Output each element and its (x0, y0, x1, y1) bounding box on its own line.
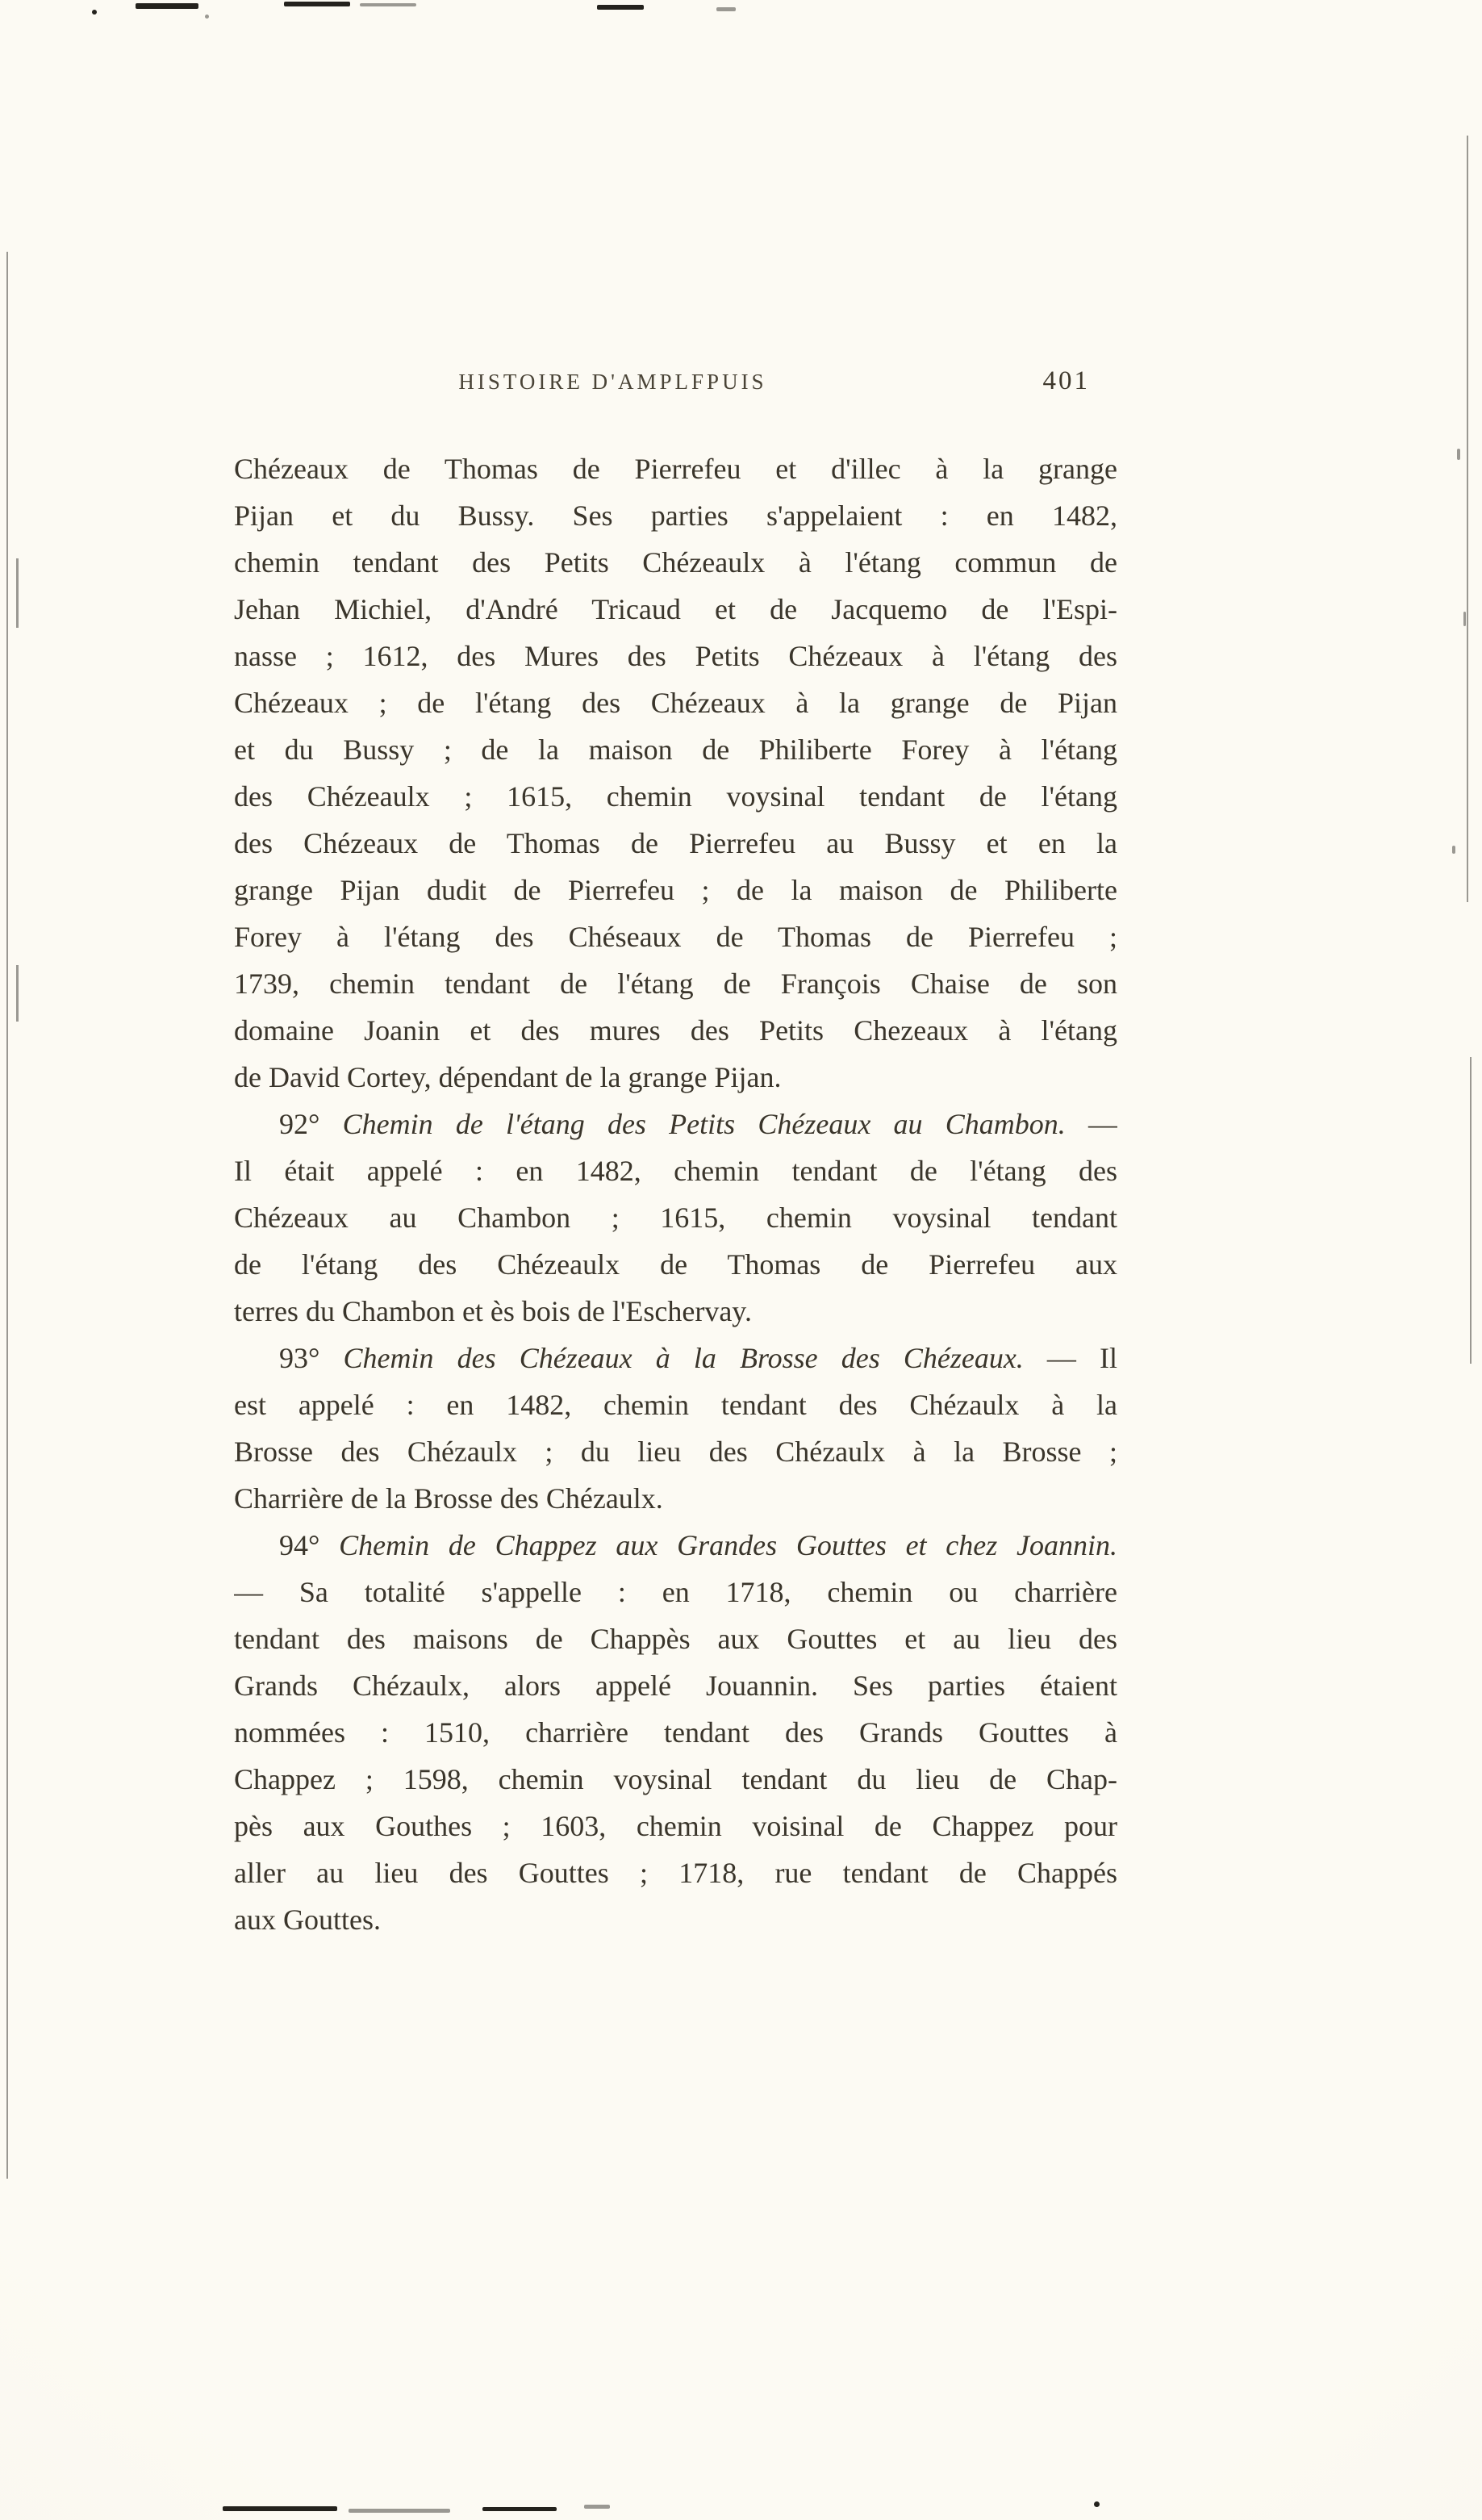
scan-artifact-left-edge-line (6, 252, 8, 2179)
text-line (234, 913, 1117, 960)
scan-artifact-top-dash (136, 3, 198, 9)
scan-artifact-right-tick (1457, 449, 1460, 460)
text-line (234, 1194, 1117, 1241)
text-line (234, 539, 1117, 586)
scan-artifact-top-dash (716, 7, 736, 11)
body-text: Charrière de la Brosse des Chézaulx. (234, 1482, 663, 1515)
scan-artifact-speck (205, 15, 209, 19)
scan-artifact-top-dash (284, 2, 350, 6)
body-text: Forey à l'étang des Chéseaux de Thomas de Pierrefeu ; (234, 921, 1117, 953)
road-name-italic: Chemin des Chézeaux à la Brosse des Chézeaux. (343, 1342, 1024, 1374)
body-text: 93° (279, 1342, 344, 1374)
body-text: Pijan et du Bussy. Ses parties s'appelaient : en 1482, (234, 499, 1117, 532)
body-text: Chappez ; 1598, chemin voysinal tendant du lieu de Chap- (234, 1763, 1117, 1795)
road-name-italic: Chemin de l'étang des Petits Chézeaux au Chambon. (342, 1108, 1066, 1140)
body-text: Il était appelé : en 1482, chemin tendant de l'étang des (234, 1155, 1117, 1187)
text-line (234, 1615, 1117, 1662)
paragraph-3 (234, 1335, 1117, 1522)
page-header (234, 366, 1117, 405)
body-text: de l'étang des Chézeaulx de Thomas de Pierrefeu aux (234, 1248, 1117, 1281)
body-text: pès aux Gouthes ; 1603, chemin voisinal de Chappez pour (234, 1810, 1117, 1842)
body-text: et du Bussy ; de la maison de Philiberte Forey à l'étang (234, 733, 1117, 766)
body-text: 94° (279, 1529, 340, 1561)
text-line (234, 492, 1117, 539)
body-text: Grands Chézaulx, alors appelé Jouannin. Ses parties étaient (234, 1670, 1117, 1702)
scan-artifact-speck (92, 10, 97, 15)
text-line (234, 679, 1117, 726)
text-line (234, 1475, 1117, 1522)
text-line (234, 867, 1117, 913)
scan-artifact-right-edge-line (1467, 136, 1468, 902)
body-text: 1739, chemin tendant de l'étang de François Chaise de son (234, 967, 1117, 1000)
paragraph-1 (234, 445, 1117, 1101)
body-text: aux Gouttes. (234, 1904, 381, 1936)
text-line (234, 726, 1117, 773)
text-line (234, 960, 1117, 1007)
body-text: 92° (279, 1108, 343, 1140)
body-text: tendant des maisons de Chappès aux Gouttes et au lieu des (234, 1623, 1117, 1655)
text-line (234, 1849, 1117, 1896)
scan-artifact-left-tick (16, 558, 19, 628)
body-text: Jehan Michiel, d'André Tricaud et de Jacquemo de l'Espi- (234, 593, 1117, 625)
text-line (234, 1101, 1117, 1147)
scan-artifact-top-dash (360, 3, 416, 6)
scan-artifact-left-tick (16, 965, 19, 1022)
paragraph-4 (234, 1522, 1117, 1943)
body-text: — Il (1023, 1342, 1117, 1374)
body-text: — (1065, 1108, 1117, 1140)
body-text: Chézeaux ; de l'étang des Chézeaux à la grange de Pijan (234, 687, 1117, 719)
body-text: Chézeaux au Chambon ; 1615, chemin voysinal tendant (234, 1201, 1117, 1234)
text-line (234, 633, 1117, 679)
text-line (234, 586, 1117, 633)
text-line (234, 773, 1117, 820)
text-line (234, 1709, 1117, 1756)
body-text: nommées : 1510, charrière tendant des Grands Gouttes à (234, 1716, 1117, 1749)
body-text: de David Cortey, dépendant de la grange Pijan. (234, 1061, 782, 1093)
text-line (234, 1241, 1117, 1288)
body-text: Brosse des Chézaulx ; du lieu des Chézaulx à la Brosse ; (234, 1436, 1117, 1468)
paragraph-2 (234, 1101, 1117, 1335)
body-text: terres du Chambon et ès bois de l'Eschervay. (234, 1295, 752, 1327)
body-text: grange Pijan dudit de Pierrefeu ; de la maison de Philiberte (234, 874, 1117, 906)
scan-artifact-top-dash (597, 5, 644, 10)
text-block (234, 445, 1117, 1943)
body-text: est appelé : en 1482, chemin tendant des Chézaulx à la (234, 1389, 1117, 1421)
text-line (234, 445, 1117, 492)
body-text: domaine Joanin et des mures des Petits Chezeaux à l'étang (234, 1014, 1117, 1047)
running-title: HISTOIRE D'AMPLFPUIS (458, 370, 767, 394)
text-line (234, 1381, 1117, 1428)
text-line (234, 1896, 1117, 1943)
body-text: des Chézeaux de Thomas de Pierrefeu au Bussy et en la (234, 827, 1117, 859)
text-line (234, 1335, 1117, 1381)
body-text: nasse ; 1612, des Mures des Petits Chézeaux à l'étang des (234, 640, 1117, 672)
text-line (234, 1569, 1117, 1615)
text-line (234, 1522, 1117, 1569)
scan-artifact-speck (1094, 2501, 1100, 2507)
body-text: Chézeaux de Thomas de Pierrefeu et d'illec à la grange (234, 453, 1117, 485)
scan-artifact-right-edge-line (1470, 1057, 1472, 1364)
text-line (234, 1803, 1117, 1849)
body-text: chemin tendant des Petits Chézeaulx à l'étang commun de (234, 546, 1117, 579)
text-line (234, 1288, 1117, 1335)
text-line (234, 820, 1117, 867)
scan-artifact-bottom-dash (482, 2507, 557, 2511)
body-text: aller au lieu des Gouttes ; 1718, rue tendant de Chappés (234, 1857, 1117, 1889)
text-line (234, 1147, 1117, 1194)
scan-artifact-right-tick (1452, 846, 1455, 854)
page-number: 401 (1042, 366, 1090, 395)
road-name-italic: Chemin de Chappez aux Grandes Gouttes et chez Joannin. (339, 1529, 1117, 1561)
scan-artifact-right-tick (1463, 612, 1466, 626)
text-line (234, 1007, 1117, 1054)
text-line (234, 1054, 1117, 1101)
scan-artifact-bottom-dash (584, 2505, 610, 2509)
scan-artifact-bottom-dash (349, 2509, 450, 2513)
body-text: des Chézeaulx ; 1615, chemin voysinal tendant de l'étang (234, 780, 1117, 813)
text-line (234, 1662, 1117, 1709)
scan-artifact-bottom-dash (223, 2506, 337, 2511)
text-line (234, 1428, 1117, 1475)
body-text: — Sa totalité s'appelle : en 1718, chemin ou charrière (234, 1576, 1117, 1608)
text-line (234, 1756, 1117, 1803)
